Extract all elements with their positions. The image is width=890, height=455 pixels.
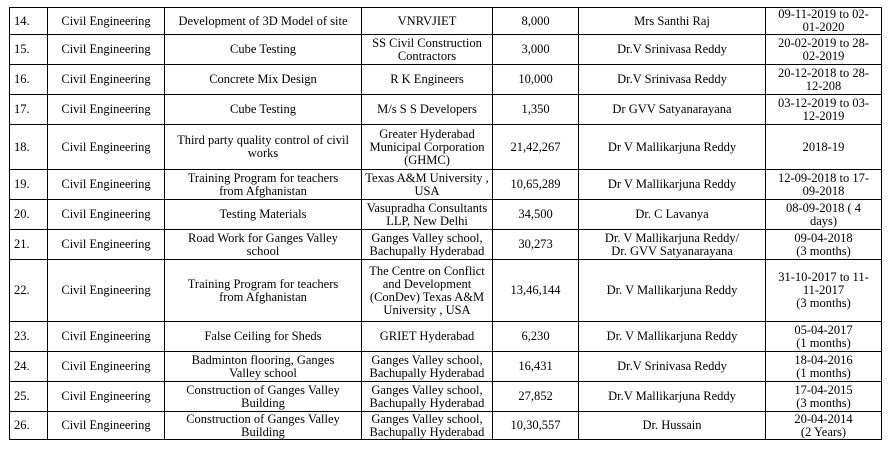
faculty: Dr.V Srinivasa Reddy [579, 35, 766, 65]
department: Civil Engineering [48, 230, 165, 260]
amount: 10,000 [493, 65, 579, 95]
department: Civil Engineering [48, 125, 165, 170]
work-title: Training Program for teachers from Afghanistan [165, 260, 362, 322]
table-row [10, 230, 882, 260]
table-row [10, 125, 882, 170]
serial-number: 22. [10, 260, 48, 322]
faculty: Dr. V Mallikarjuna Reddy [579, 260, 766, 322]
serial-number: 24. [10, 352, 48, 382]
period: 09-11-2019 to 02- 01-2020 [766, 8, 882, 35]
funding-agency: Ganges Valley school, Bachupally Hyderabad [362, 382, 493, 412]
faculty: Dr V Mallikarjuna Reddy [579, 170, 766, 200]
consultancy-table [9, 7, 882, 440]
serial-number: 19. [10, 170, 48, 200]
funding-agency: GRIET Hyderabad [362, 322, 493, 352]
department: Civil Engineering [48, 322, 165, 352]
department: Civil Engineering [48, 352, 165, 382]
serial-number: 18. [10, 125, 48, 170]
faculty: Dr. C Lavanya [579, 200, 766, 230]
funding-agency: Ganges Valley school, Bachupally Hyderabad [362, 412, 493, 440]
serial-number: 23. [10, 322, 48, 352]
work-title: Cube Testing [165, 95, 362, 125]
faculty: Mrs Santhi Raj [579, 8, 766, 35]
department: Civil Engineering [48, 170, 165, 200]
faculty: Dr. Hussain [579, 412, 766, 440]
amount: 3,000 [493, 35, 579, 65]
period: 17-04-2015 (3 months) [766, 382, 882, 412]
funding-agency: Greater Hyderabad Municipal Corporation (GHMC) [362, 125, 493, 170]
funding-agency: The Centre on Conflict and Development (ConDev) Texas A&M University , USA [362, 260, 493, 322]
period: 20-04-2014 (2 Years) [766, 412, 882, 440]
funding-agency: SS Civil Construction Contractors [362, 35, 493, 65]
work-title: Third party quality control of civil works [165, 125, 362, 170]
consultancy-table-container [9, 7, 882, 440]
department: Civil Engineering [48, 382, 165, 412]
work-title: Road Work for Ganges Valley school [165, 230, 362, 260]
amount: 10,30,557 [493, 412, 579, 440]
serial-number: 26. [10, 412, 48, 440]
work-title: Training Program for teachers from Afghanistan [165, 170, 362, 200]
department: Civil Engineering [48, 65, 165, 95]
work-title: Badminton flooring, Ganges Valley school [165, 352, 362, 382]
period: 05-04-2017 (1 months) [766, 322, 882, 352]
serial-number: 16. [10, 65, 48, 95]
amount: 8,000 [493, 8, 579, 35]
serial-number: 14. [10, 8, 48, 35]
funding-agency: Ganges Valley school, Bachupally Hyderabad [362, 352, 493, 382]
table-row [10, 412, 882, 440]
amount: 6,230 [493, 322, 579, 352]
period: 09-04-2018 (3 months) [766, 230, 882, 260]
work-title: Concrete Mix Design [165, 65, 362, 95]
faculty: Dr.V Mallikarjuna Reddy [579, 382, 766, 412]
funding-agency: R K Engineers [362, 65, 493, 95]
funding-agency: Ganges Valley school, Bachupally Hyderabad [362, 230, 493, 260]
faculty: Dr.V Srinivasa Reddy [579, 352, 766, 382]
work-title: Cube Testing [165, 35, 362, 65]
amount: 13,46,144 [493, 260, 579, 322]
faculty: Dr. V Mallikarjuna Reddy [579, 322, 766, 352]
table-row [10, 65, 882, 95]
amount: 27,852 [493, 382, 579, 412]
work-title: Construction of Ganges Valley Building [165, 412, 362, 440]
funding-agency: Texas A&M University , USA [362, 170, 493, 200]
period: 08-09-2018 ( 4 days) [766, 200, 882, 230]
amount: 16,431 [493, 352, 579, 382]
amount: 34,500 [493, 200, 579, 230]
department: Civil Engineering [48, 8, 165, 35]
table-row [10, 382, 882, 412]
funding-agency: VNRVJIET [362, 8, 493, 35]
funding-agency: Vasupradha Consultants LLP, New Delhi [362, 200, 493, 230]
period: 20-12-2018 to 28- 12-208 [766, 65, 882, 95]
serial-number: 20. [10, 200, 48, 230]
department: Civil Engineering [48, 412, 165, 440]
period: 20-02-2019 to 28- 02-2019 [766, 35, 882, 65]
period: 03-12-2019 to 03- 12-2019 [766, 95, 882, 125]
work-title: Testing Materials [165, 200, 362, 230]
serial-number: 25. [10, 382, 48, 412]
funding-agency: M/s S S Developers [362, 95, 493, 125]
work-title: False Ceiling for Sheds [165, 322, 362, 352]
faculty: Dr.V Srinivasa Reddy [579, 65, 766, 95]
department: Civil Engineering [48, 200, 165, 230]
department: Civil Engineering [48, 260, 165, 322]
table-row [10, 170, 882, 200]
table-row [10, 35, 882, 65]
table-row [10, 352, 882, 382]
amount: 30,273 [493, 230, 579, 260]
serial-number: 15. [10, 35, 48, 65]
period: 12-09-2018 to 17- 09-2018 [766, 170, 882, 200]
amount: 1,350 [493, 95, 579, 125]
faculty: Dr. V Mallikarjuna Reddy/ Dr. GVV Satyanarayana [579, 230, 766, 260]
faculty: Dr GVV Satyanarayana [579, 95, 766, 125]
serial-number: 17. [10, 95, 48, 125]
amount: 10,65,289 [493, 170, 579, 200]
serial-number: 21. [10, 230, 48, 260]
table-row [10, 8, 882, 35]
period: 31-10-2017 to 11- 11-2017 (3 months) [766, 260, 882, 322]
department: Civil Engineering [48, 35, 165, 65]
amount: 21,42,267 [493, 125, 579, 170]
period: 18-04-2016 (1 months) [766, 352, 882, 382]
faculty: Dr V Mallikarjuna Reddy [579, 125, 766, 170]
table-row [10, 200, 882, 230]
work-title: Development of 3D Model of site [165, 8, 362, 35]
work-title: Construction of Ganges Valley Building [165, 382, 362, 412]
department: Civil Engineering [48, 95, 165, 125]
table-row [10, 322, 882, 352]
period: 2018-19 [766, 125, 882, 170]
table-row [10, 95, 882, 125]
table-row [10, 260, 882, 322]
